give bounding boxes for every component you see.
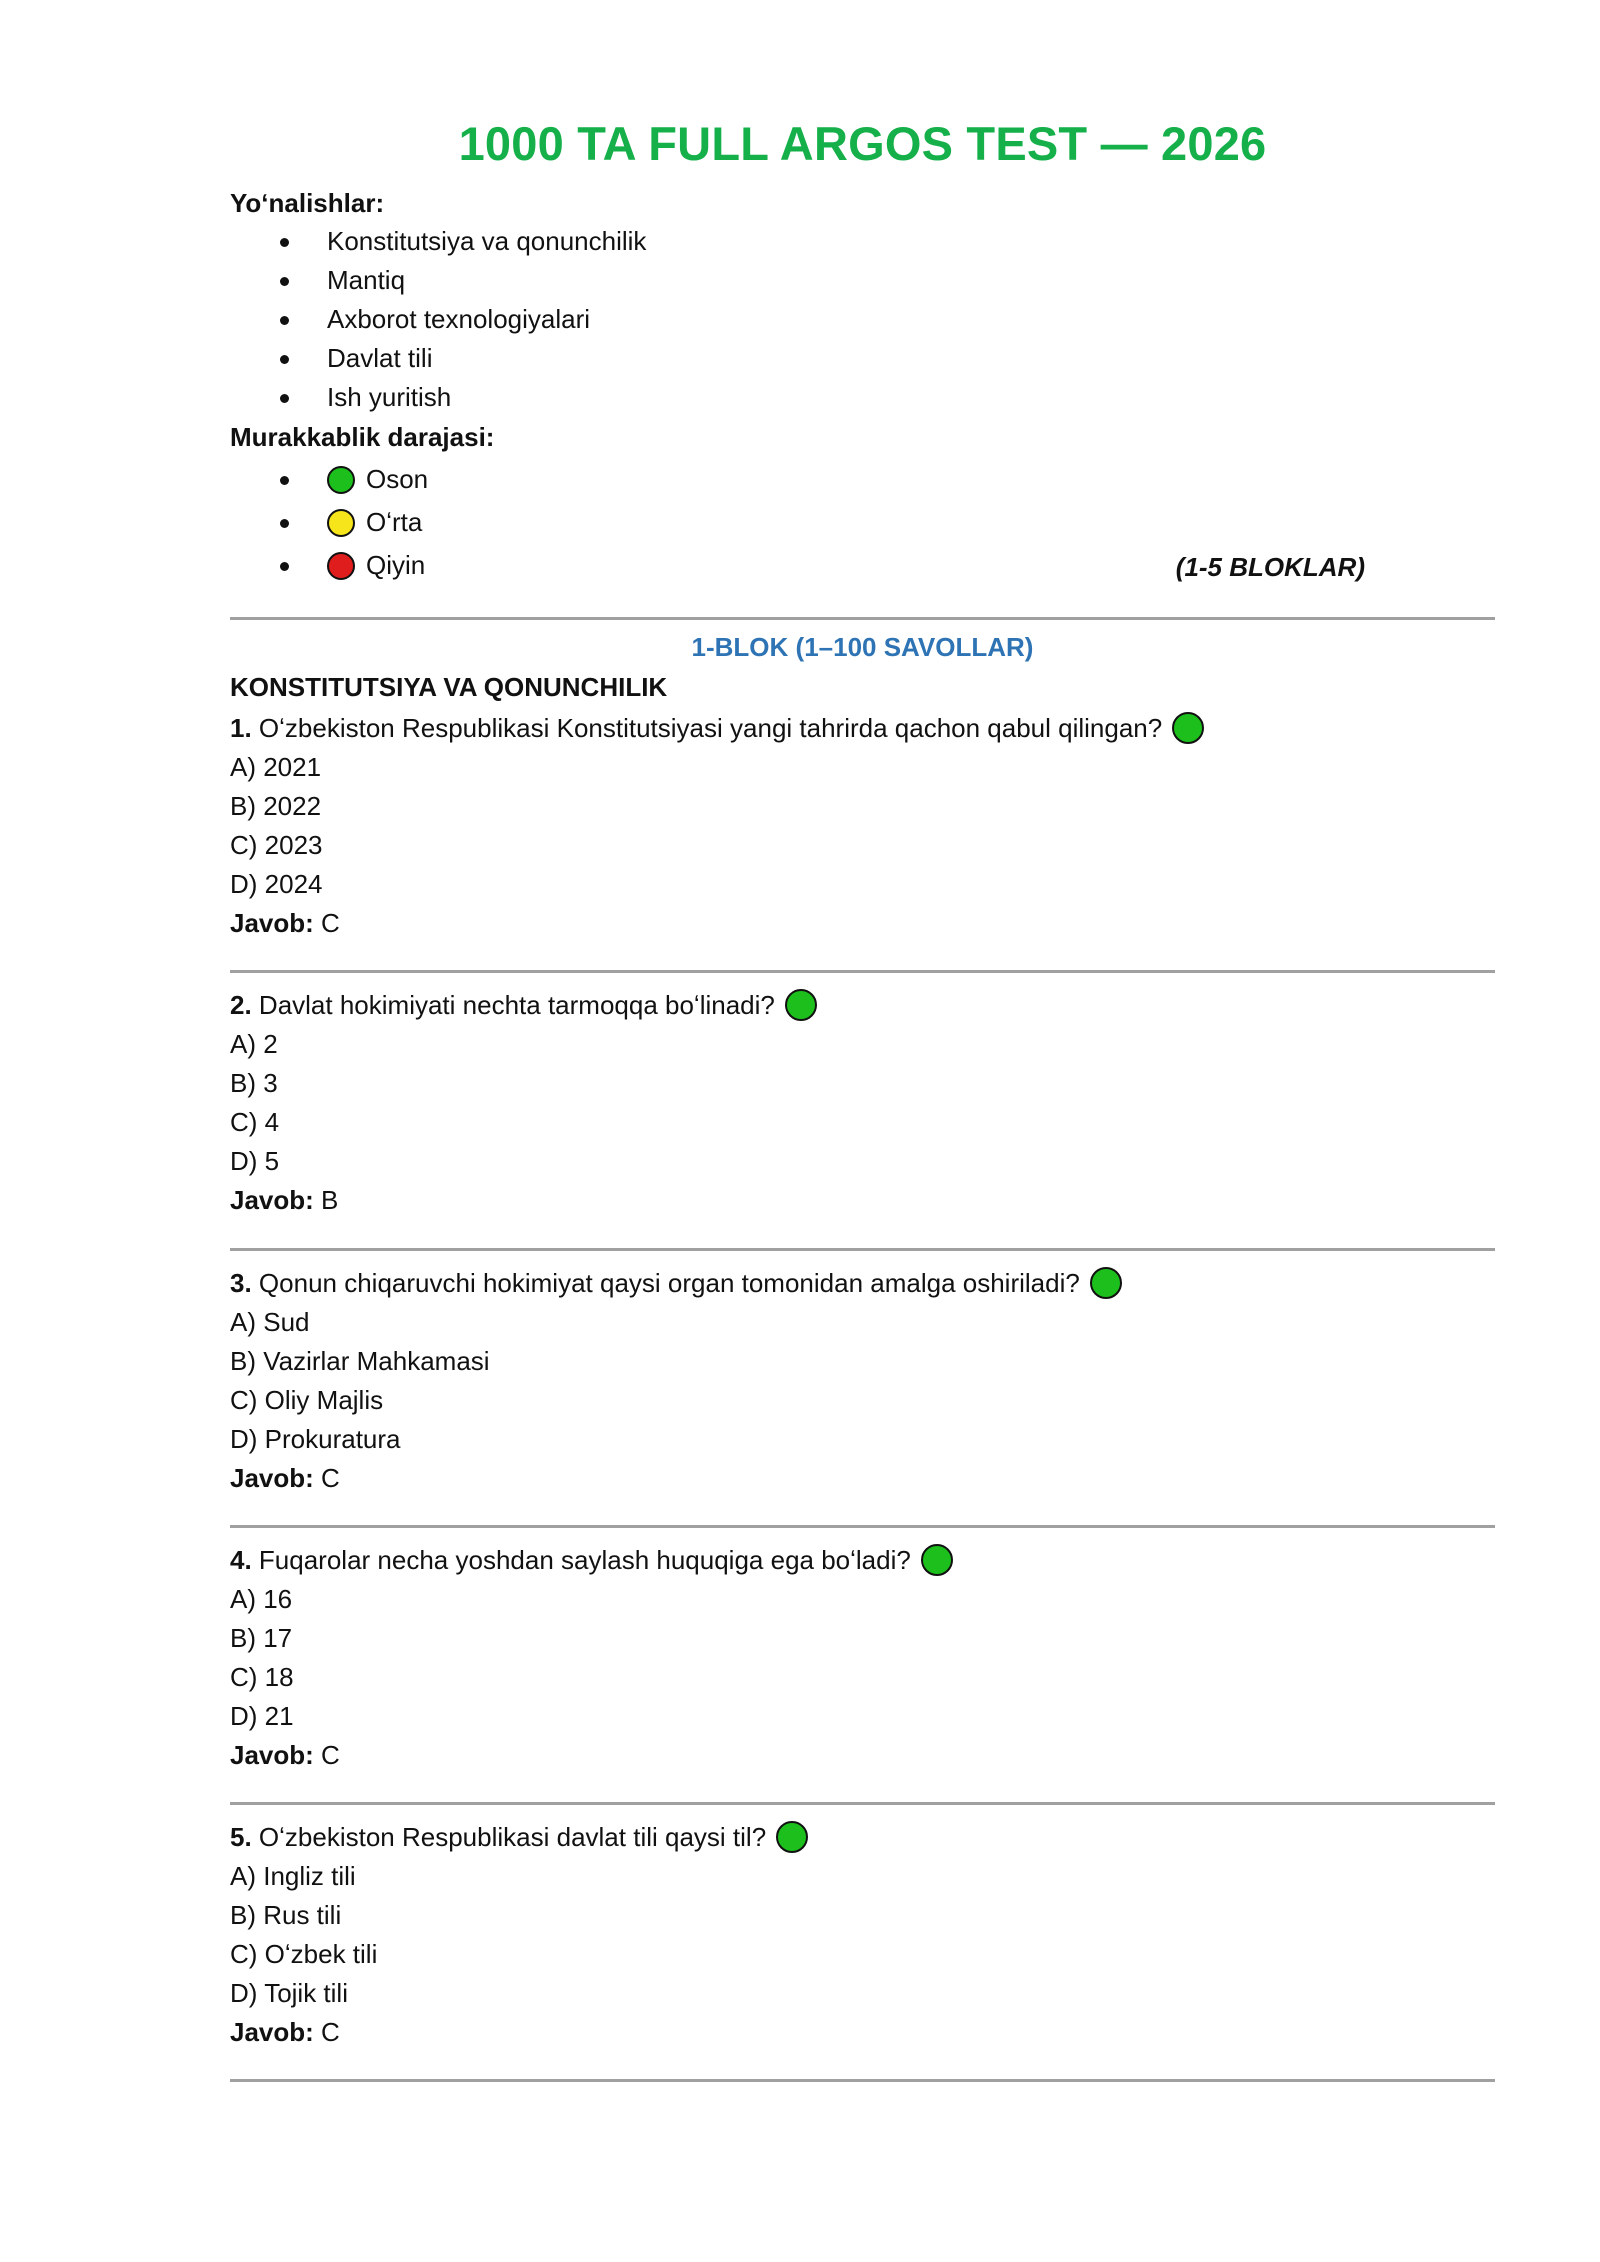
blocks-note: (1-5 BLOKLAR) [1175, 552, 1365, 582]
question-4 [230, 1541, 1495, 1775]
answer-label: Javob: [230, 2017, 314, 2047]
divider [230, 2079, 1495, 2082]
bullet-icon [280, 277, 289, 286]
option-a: A) 2 [230, 1029, 278, 1059]
option-d: D) 2024 [230, 869, 323, 899]
green-circle-icon [776, 1821, 808, 1853]
green-circle-icon [327, 466, 355, 494]
option-a: A) Sud [230, 1307, 310, 1337]
question-number: 4. [230, 1545, 252, 1575]
list-item [230, 378, 646, 417]
question-5 [230, 1818, 1495, 2052]
bullet-icon [280, 316, 289, 325]
green-circle-icon [1090, 1267, 1122, 1299]
answer-value: C [321, 2017, 340, 2047]
divider [230, 970, 1495, 973]
question-number: 5. [230, 1822, 252, 1852]
question-text: Davlat hokimiyati nechta tarmoqqa boʻlinadi? [258, 990, 775, 1020]
answer-label: Javob: [230, 1185, 314, 1215]
list-item [230, 261, 646, 300]
list-item [230, 544, 428, 587]
option-d: D) 21 [230, 1701, 294, 1731]
option-d: D) 5 [230, 1146, 280, 1176]
bullet-icon [280, 394, 289, 403]
difficulty-medium-label: Oʻrta [366, 507, 423, 537]
question-number: 1. [230, 713, 252, 743]
option-c: C) Oʻzbek tili [230, 1939, 378, 1969]
answer-line [230, 2013, 1495, 2052]
divider [230, 1802, 1495, 1805]
list-item [230, 501, 428, 544]
option-c: C) 2023 [230, 830, 323, 860]
option-b: B) Vazirlar Mahkamasi [230, 1346, 490, 1376]
question-text: Qonun chiqaruvchi hokimiyat qaysi organ tomonidan amalga oshiriladi? [258, 1268, 1080, 1298]
difficulty-hard-label: Qiyin [366, 550, 426, 580]
divider [230, 1525, 1495, 1528]
direction-label: Konstitutsiya va qonunchilik [327, 226, 647, 256]
question-1 [230, 709, 1495, 943]
divider [230, 617, 1495, 620]
green-circle-icon [1172, 712, 1204, 744]
bullet-icon [280, 562, 289, 571]
green-circle-icon [921, 1544, 953, 1576]
list-item [230, 458, 428, 501]
difficulty-label: Murakkablik darajasi: [230, 422, 495, 452]
bullet-icon [280, 476, 289, 485]
question-text: Oʻzbekiston Respublikasi davlat tili qaysi til? [258, 1822, 767, 1852]
bullet-icon [280, 238, 289, 247]
direction-label: Davlat tili [327, 343, 433, 373]
document-title: 1000 TA FULL ARGOS TEST — 2026 [458, 117, 1267, 170]
directions-label: Yoʻnalishlar: [230, 188, 385, 218]
question-number: 2. [230, 990, 252, 1020]
answer-line [230, 1736, 1495, 1775]
answer-line [230, 1181, 1495, 1220]
yellow-circle-icon [327, 509, 355, 537]
difficulty-list [230, 458, 428, 587]
option-b: B) 17 [230, 1623, 293, 1653]
option-a: A) Ingliz tili [230, 1861, 356, 1891]
answer-label: Javob: [230, 908, 314, 938]
directions-list [230, 222, 646, 417]
option-b: B) 3 [230, 1068, 278, 1098]
option-c: C) 4 [230, 1107, 280, 1137]
red-circle-icon [327, 552, 355, 580]
question-3 [230, 1264, 1495, 1498]
answer-label: Javob: [230, 1463, 314, 1493]
option-a: A) 2021 [230, 752, 322, 782]
option-b: B) Rus tili [230, 1900, 342, 1930]
answer-value: B [321, 1185, 339, 1215]
question-text: Oʻzbekiston Respublikasi Konstitutsiyasi yangi tahrirda qachon qabul qilingan? [258, 713, 1163, 743]
question-2 [230, 986, 1495, 1220]
green-circle-icon [785, 989, 817, 1021]
option-b: B) 2022 [230, 791, 322, 821]
answer-value: C [321, 1740, 340, 1770]
block-title: 1-BLOK (1–100 SAVOLLAR) [691, 632, 1034, 662]
list-item [230, 339, 646, 378]
option-d: D) Tojik tili [230, 1978, 348, 2008]
subject-heading: KONSTITUTSIYA VA QONUNCHILIK [230, 672, 668, 702]
answer-label: Javob: [230, 1740, 314, 1770]
option-c: C) 18 [230, 1662, 294, 1692]
option-d: D) Prokuratura [230, 1424, 401, 1454]
direction-label: Ish yuritish [327, 382, 452, 412]
question-number: 3. [230, 1268, 252, 1298]
divider [230, 1248, 1495, 1251]
answer-value: C [321, 1463, 340, 1493]
list-item [230, 300, 646, 339]
question-text: Fuqarolar necha yoshdan saylash huquqiga ega boʻladi? [258, 1545, 911, 1575]
answer-line [230, 1459, 1495, 1498]
bullet-icon [280, 519, 289, 528]
answer-value: C [321, 908, 340, 938]
direction-label: Mantiq [327, 265, 406, 295]
difficulty-easy-label: Oson [366, 464, 429, 494]
direction-label: Axborot texnologiyalari [327, 304, 591, 334]
bullet-icon [280, 355, 289, 364]
list-item [230, 222, 646, 261]
option-a: A) 16 [230, 1584, 293, 1614]
option-c: C) Oliy Majlis [230, 1385, 384, 1415]
answer-line [230, 904, 1495, 943]
